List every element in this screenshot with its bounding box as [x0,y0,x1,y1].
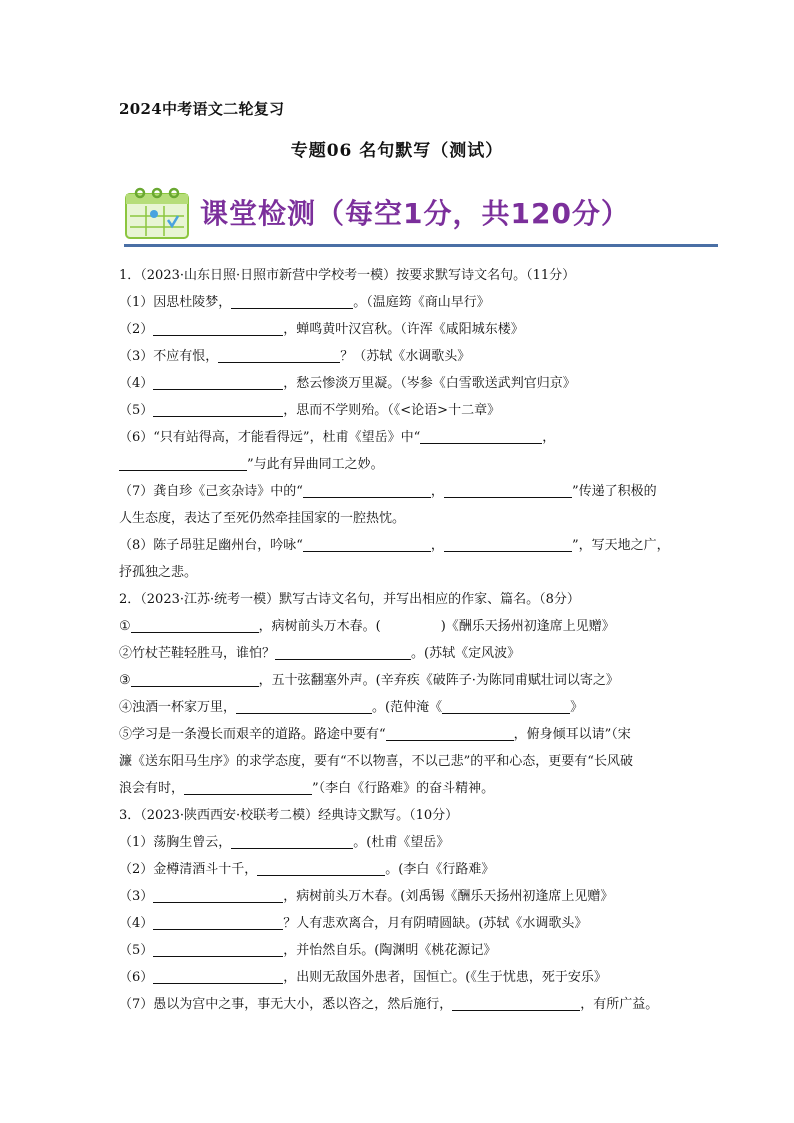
question-3-heading: 3．（2023·陕西西安·校联考二模）经典诗文默写。（10分） [119,808,459,823]
question-2-heading: 2．（2023·江苏·统考一模）默写古诗文名句，并写出相应的作家、篇名。（8分） [119,592,580,607]
q1-item-4: （4） ，愁云惨淡万里凝。（岑参《白雪歌送武判官归京》 [119,376,576,391]
answer-blank[interactable] [131,617,259,633]
answer-blank[interactable] [236,698,372,714]
answer-blank[interactable] [184,779,312,795]
document-title: 专题06 名句默写（测试） [290,141,504,161]
q2-item-4: ④浊酒一杯家万里， 。(范仲淹《 》 [119,700,584,715]
answer-blank[interactable] [153,914,283,930]
q1-item-7-cont: 人生态度，表达了至死仍然牵挂国家的一腔热忱。 [119,511,406,526]
exercise-content [119,262,689,1018]
q3-item-7: （7）愚以为宫中之事，事无大小，悉以咨之，然后施行， ，有所广益。 [119,997,659,1012]
answer-blank[interactable] [386,725,514,741]
q2-item-2: ②竹杖芒鞋轻胜马，谁怕？ 。(苏轼《定风波》 [119,646,521,661]
answer-blank[interactable] [444,482,572,498]
q1-item-5: （5） ，思而不学则殆。（《<论语>十二章》 [119,403,501,418]
answer-blank[interactable] [153,887,283,903]
q1-item-3: （3）不应有恨， ？（苏轼《水调歌头》 [119,349,471,364]
answer-blank[interactable] [153,941,283,957]
q2-item-3: ③ ，五十弦翻塞外声。(辛弃疾《破阵子·为陈同甫赋壮词以寄之》 [119,673,619,688]
answer-blank[interactable] [153,968,283,984]
calendar-icon [124,184,192,240]
answer-blank[interactable] [153,401,283,417]
q1-item-7: （7）龚自珍《己亥杂诗》中的“ ， ”传递了积极的 [119,484,657,499]
answer-blank[interactable] [231,293,353,309]
q2-item-5-cont: 濂《送东阳马生序》的求学态度，要有“不以物喜，不以己悲”的平和心态，更要有“长风破 [119,754,633,769]
q3-item-6: （6） ，出则无敌国外患者，国恒亡。(《生于忧患，死于安乐》 [119,970,607,985]
q1-item-6-cont: ”与此有异曲同工之妙。 [119,451,689,478]
answer-blank[interactable] [444,536,572,552]
q1-item-8-cont: 抒孤独之悲。 [119,565,198,580]
q1-item-2: （2） ，蝉鸣黄叶汉宫秋。（许浑《咸阳城东楼》 [119,322,524,337]
answer-blank[interactable] [231,833,353,849]
q3-item-3: （3） ，病树前头万木春。(刘禹锡《酬乐天扬州初逢席上见赠》 [119,889,614,904]
answer-blank[interactable] [218,347,340,363]
q3-item-1: （1）荡胸生曾云， 。(杜甫《望岳》 [119,835,450,850]
q1-item-1: （1）因思杜陵梦， 。（温庭筠《商山早行》 [119,295,490,310]
answer-blank[interactable] [257,860,385,876]
answer-blank[interactable] [452,995,580,1011]
q2-item-5-end: 浪会有时， ”（李白《行路难》的奋斗精神。 [119,781,495,796]
q1-item-6: （6）“只有站得高，才能看得远”，杜甫《望岳》中“ ， [119,430,556,445]
section-banner [124,182,718,250]
answer-blank[interactable] [119,455,247,471]
q3-item-5: （5） ，并怡然自乐。(陶渊明《桃花源记》 [119,943,497,958]
q2-item-1: ① ，病树前头万木春。( )《酬乐天扬州初逢席上见赠》 [119,619,615,634]
title-blank[interactable] [442,698,570,714]
answer-blank[interactable] [131,671,259,687]
q3-item-2: （2）金樽清酒斗十千， 。(李白《行路难》 [119,862,495,877]
answer-blank[interactable] [303,536,431,552]
answer-blank[interactable] [420,428,542,444]
answer-blank[interactable] [275,644,411,660]
banner-title: 课堂检测（每空1分，共120分） [200,197,630,230]
question-1-heading: 1．（2023·山东日照·日照市新营中学校考一模）按要求默写诗文名句。（11分） [119,268,576,283]
q1-item-8: （8）陈子昂驻足幽州台，吟咏“ ， ”，写天地之广， [119,538,670,553]
answer-blank[interactable] [153,374,283,390]
author-blank[interactable] [381,618,441,633]
answer-blank[interactable] [303,482,431,498]
banner-divider [124,244,718,247]
answer-blank[interactable] [153,320,283,336]
q2-item-5: ⑤学习是一条漫长而艰辛的道路。路途中要有“ ，俯身倾耳以请”（宋 [119,727,631,742]
q3-item-4: （4） ？人有悲欢离合，月有阴晴圆缺。(苏轼《水调歌头》 [119,916,588,931]
document-series-label: 2024中考语文二轮复习 [119,100,285,118]
